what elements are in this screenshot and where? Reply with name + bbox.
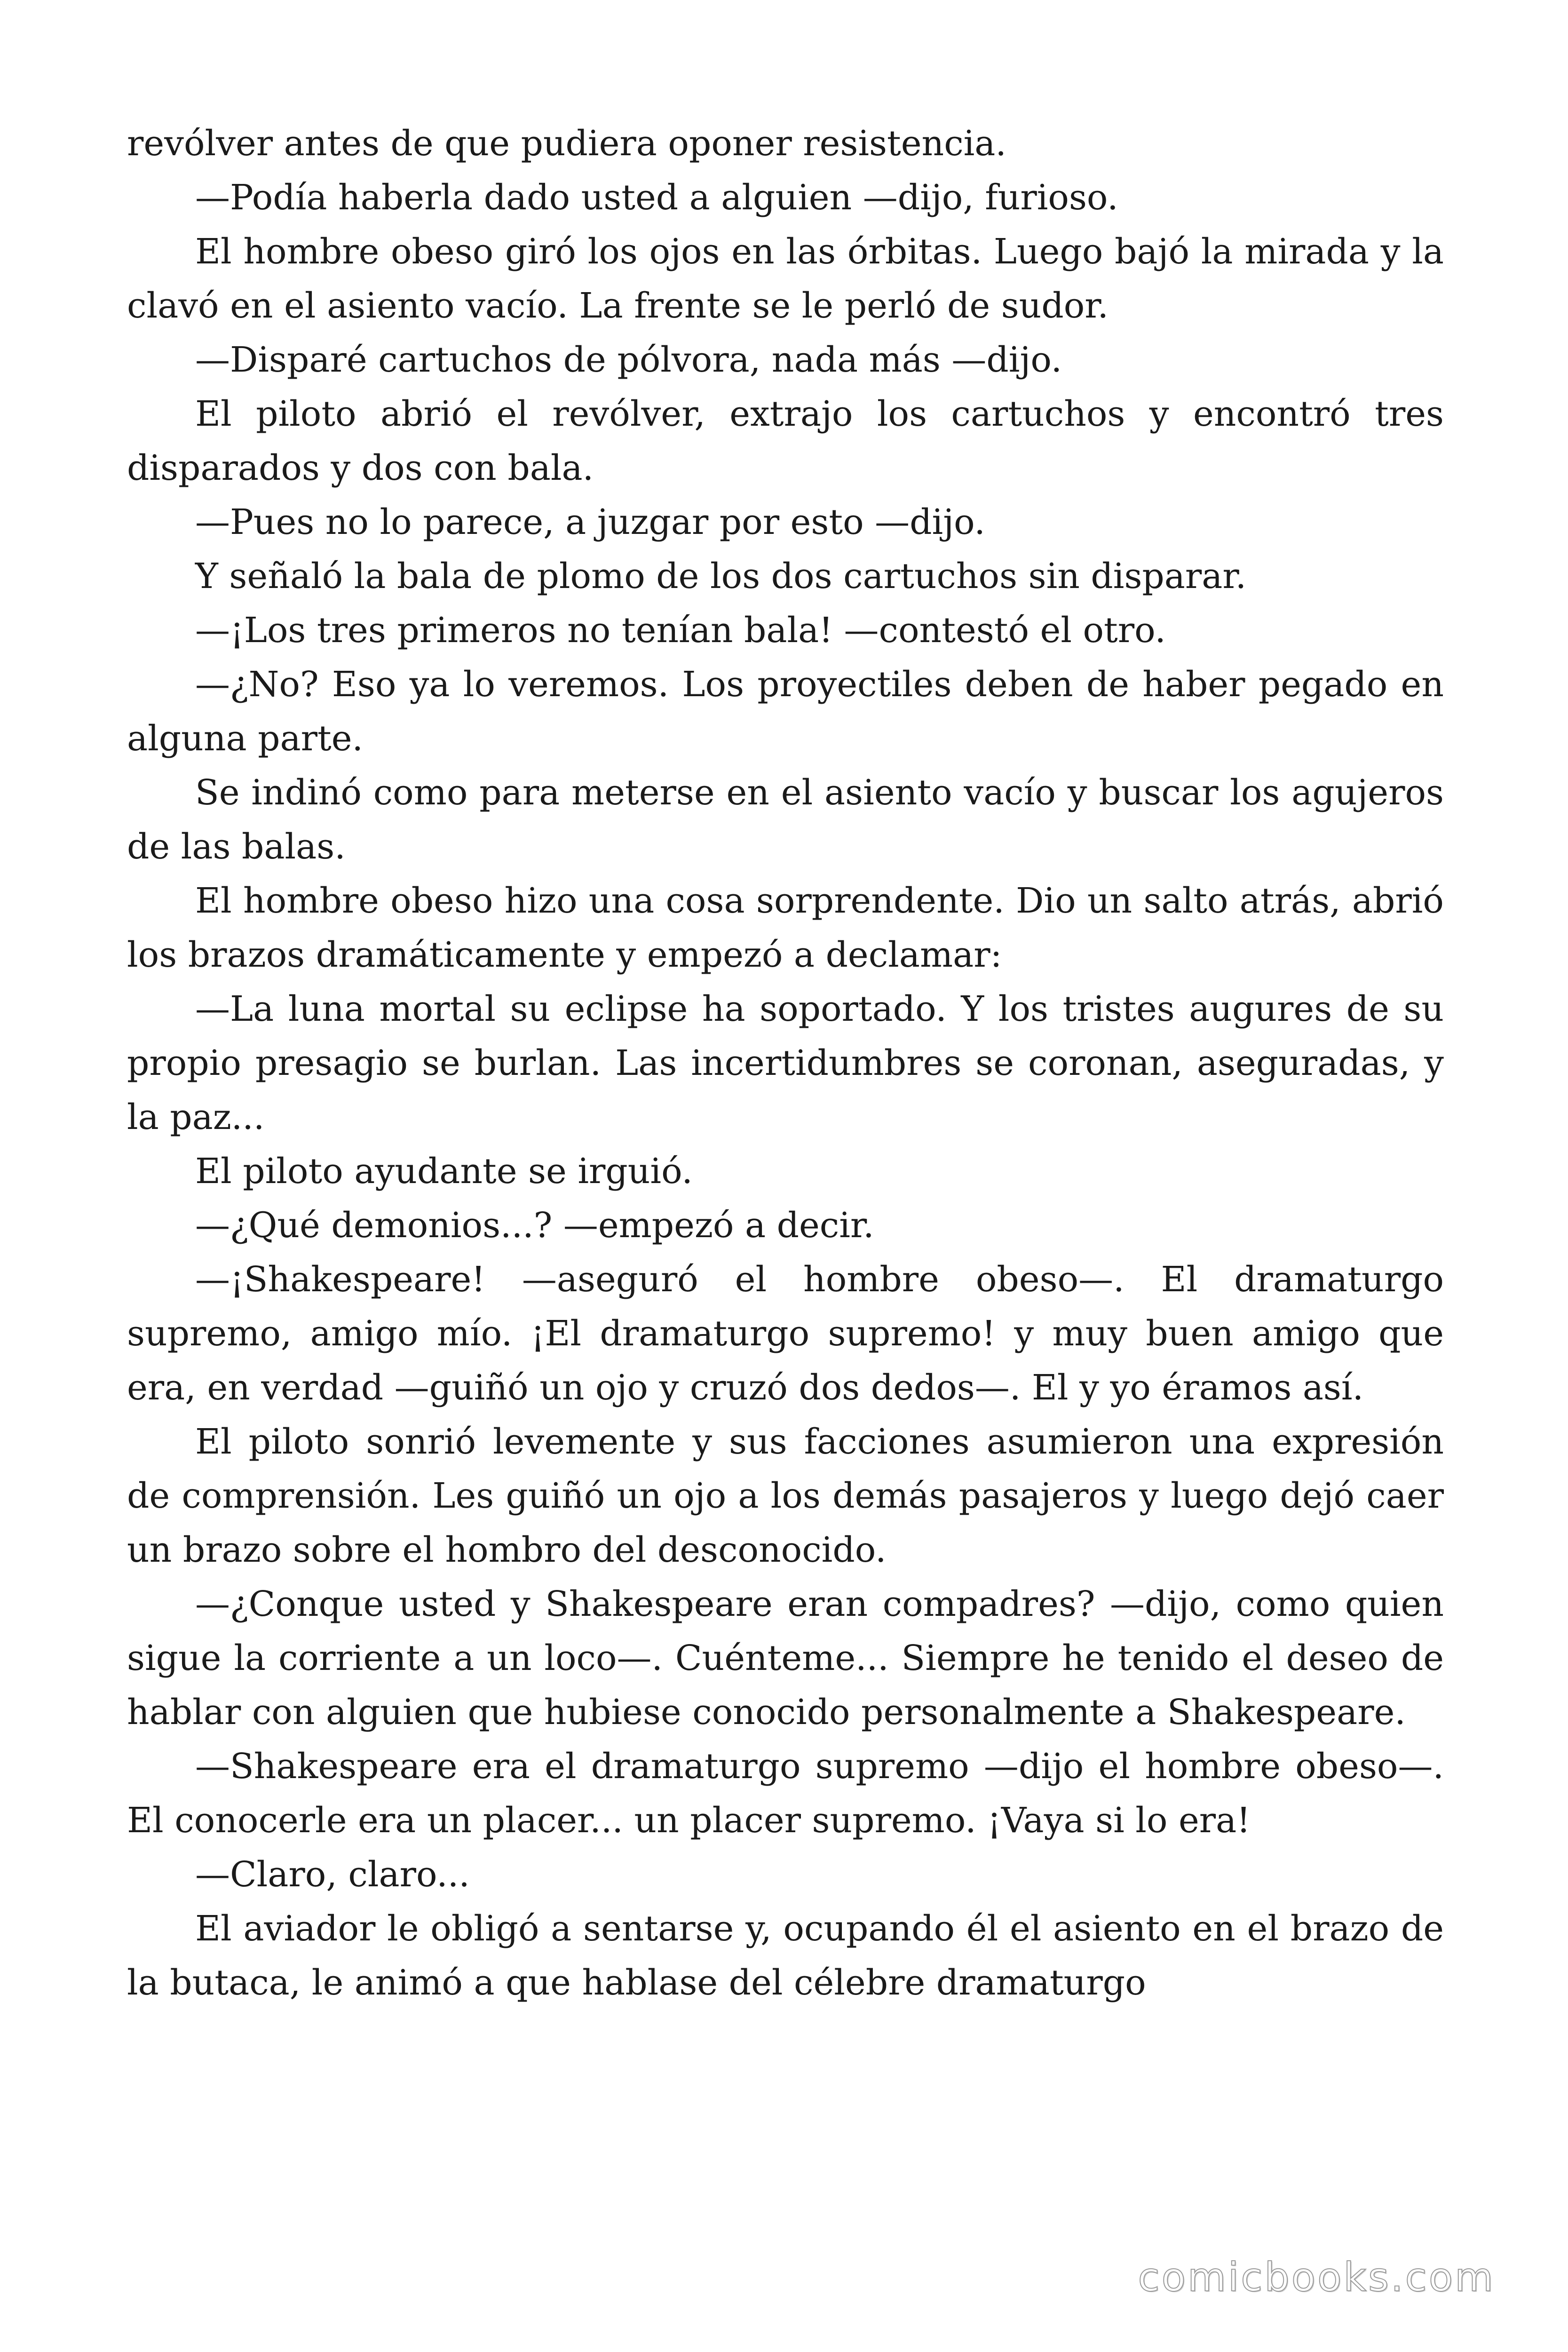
paragraph: —Shakespeare era el dramaturgo supremo —dijo el hombre obeso—. El conocerle era un placer... un placer supremo. ¡Vaya si lo era! (127, 1746, 1444, 1841)
paragraph: —¡Shakespeare! —aseguró el hombre obeso—. El dramaturgo supremo, amigo mío. ¡El dramaturgo supremo! y muy buen amigo que era, en verdad —guiñó un ojo y cruzó dos dedos—. El y yo éramos así. (127, 1259, 1444, 1408)
paragraph: —Podía haberla dado usted a alguien —dijo, furioso. (195, 177, 1118, 218)
paragraph: El hombre obeso giró los ojos en las órbitas. Luego bajó la mirada y la clavó en el asiento vacío. La frente se le perló de sudor. (127, 231, 1444, 326)
paragraph: El piloto ayudante se irguió. (195, 1151, 693, 1192)
paragraph: El piloto abrió el revólver, extrajo los cartuchos y encontró tres disparados y dos con bala. (127, 394, 1444, 488)
paragraph: —¿No? Eso ya lo veremos. Los proyectiles deben de haber pegado en alguna parte. (127, 664, 1444, 759)
paragraph: Y señaló la bala de plomo de los dos cartuchos sin disparar. (195, 556, 1247, 596)
paragraph: El aviador le obligó a sentarse y, ocupando él el asiento en el brazo de la butaca, le animó a que hablase del célebre dramaturgo (127, 1908, 1444, 2003)
paragraph: —La luna mortal su eclipse ha soportado. Y los tristes augures de su propio presagio se burlan. Las incertidumbres se coronan, aseguradas, y la paz... (127, 989, 1444, 1137)
paragraph: —Claro, claro... (195, 1854, 470, 1895)
paragraph: El hombre obeso hizo una cosa sorprendente. Dio un salto atrás, abrió los brazos dramáticamente y empezó a declamar: (127, 881, 1444, 975)
paragraph: —¡Los tres primeros no tenían bala! —contestó el otro. (195, 610, 1166, 651)
paragraph: revólver antes de que pudiera oponer resistencia. (127, 123, 1006, 164)
paragraph: —¿Qué demonios...? —empezó a decir. (195, 1205, 874, 1246)
paragraph: —Disparé cartuchos de pólvora, nada más —dijo. (195, 340, 1062, 380)
paragraph: —Pues no lo parece, a juzgar por esto —dijo. (195, 502, 985, 542)
watermark: comicbooks.com (1138, 2254, 1495, 2300)
paragraph: —¿Conque usted y Shakespeare eran compadres? —dijo, como quien sigue la corriente a un loco—. Cuénteme... Siempre he tenido el deseo de hablar con alguien que hubiese conocido personalmente a Shakespeare. (127, 1584, 1444, 1732)
page-body (127, 117, 1444, 2010)
paragraph: Se indinó como para meterse en el asiento vacío y buscar los agujeros de las balas. (127, 772, 1444, 867)
paragraph: El piloto sonrió levemente y sus facciones asumieron una expresión de comprensión. Les guiñó un ojo a los demás pasajeros y luego dejó caer un brazo sobre el hombro del desconocido. (127, 1422, 1444, 1570)
